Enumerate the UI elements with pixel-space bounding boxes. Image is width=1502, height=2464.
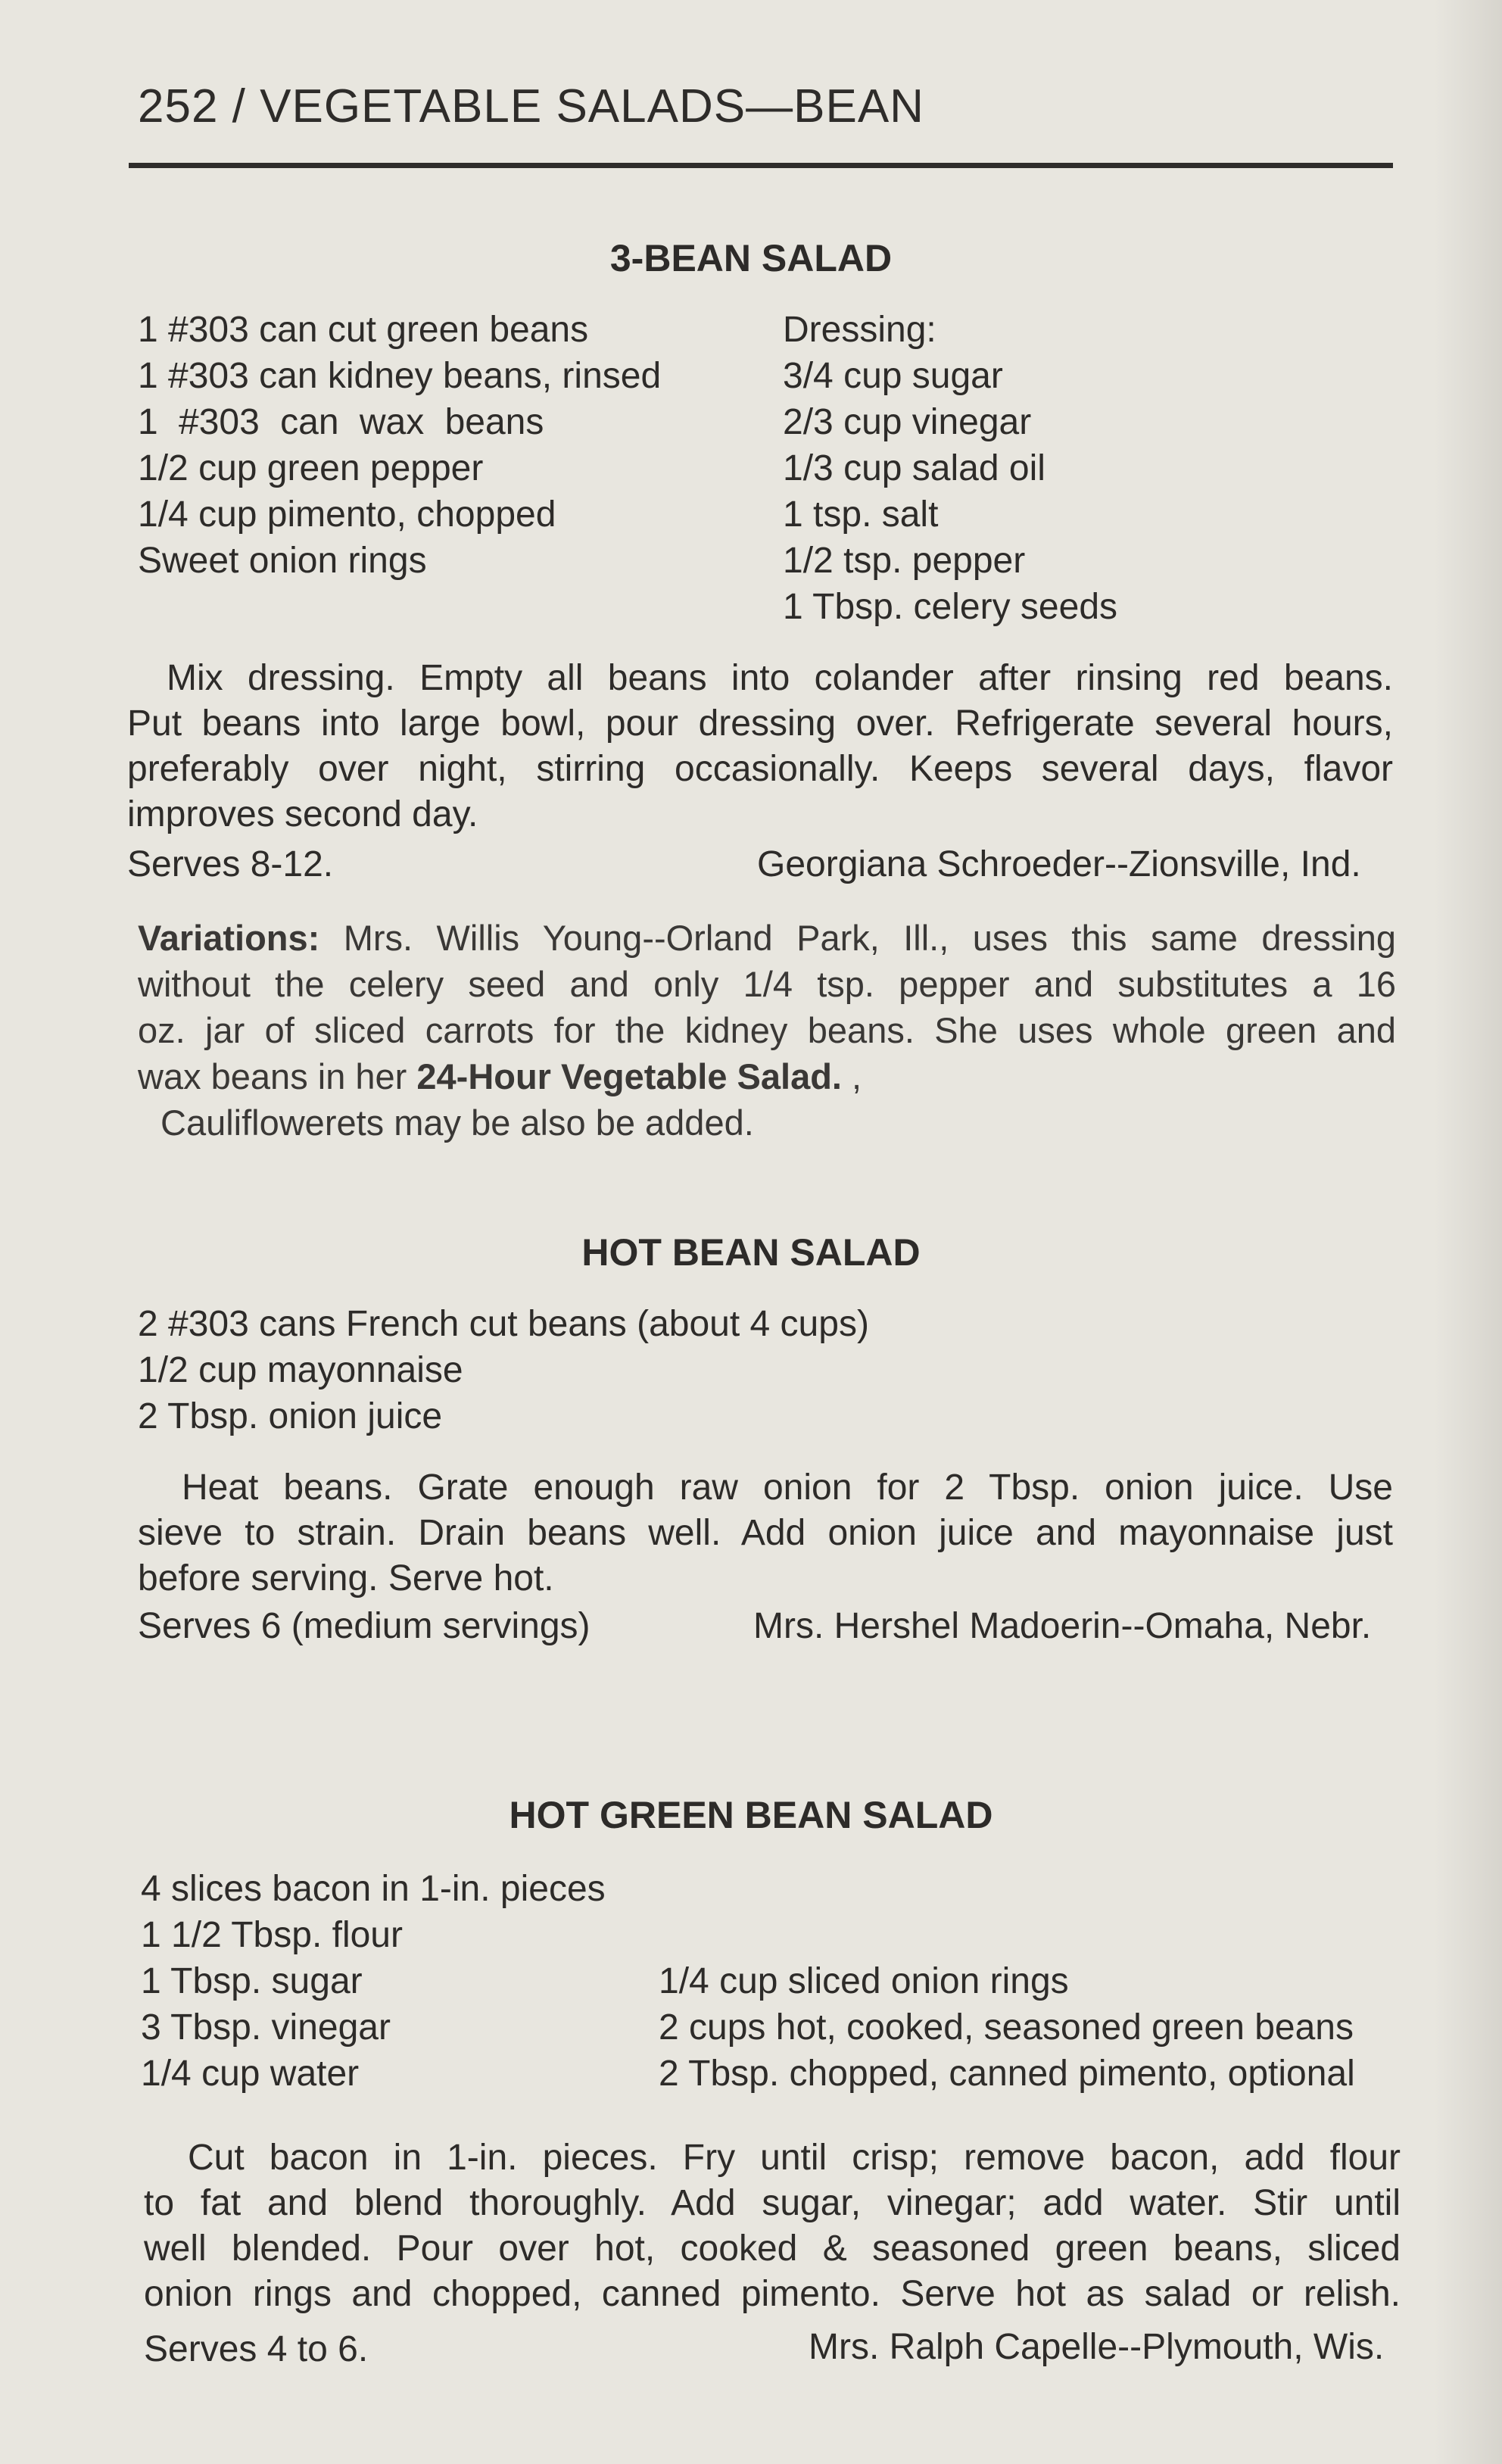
ingredients-right-hot-green-bean-salad bbox=[659, 1958, 1355, 2097]
directions-line: Heat beans. Grate enough raw onion for 2 Tbsp. onion juice. Use bbox=[182, 1467, 1393, 1508]
directions-line: to fat and blend thoroughly. Add sugar, vinegar; add water. Stir until bbox=[144, 2183, 1401, 2223]
ingredient-item: 1/2 cup mayonnaise bbox=[138, 1350, 463, 1390]
directions-line: preferably over night, stirring occasionally. Keeps several days, flavor bbox=[127, 749, 1393, 789]
ingredient-item: 1 #303 can kidney beans, rinsed bbox=[138, 356, 662, 396]
ingredients-right-dressing bbox=[783, 307, 1117, 630]
ingredient-item: 1 Tbsp. sugar bbox=[141, 1961, 363, 2001]
ingredients-hot-bean-salad bbox=[138, 1301, 869, 1439]
ingredient-item: 1/4 cup sliced onion rings bbox=[659, 1961, 1069, 2001]
directions-line: sieve to strain. Drain beans well. Add onion juice and mayonnaise just bbox=[138, 1513, 1393, 1553]
variations-line: wax beans in her 24-Hour Vegetable Salad. , bbox=[138, 1056, 862, 1096]
ingredient-item: 2 cups hot, cooked, seasoned green beans bbox=[659, 2007, 1354, 2048]
ingredient-item: 2 #303 cans French cut beans (about 4 cups) bbox=[138, 1304, 869, 1344]
recipe-reference: 24-Hour Vegetable Salad. bbox=[416, 1056, 842, 1096]
ingredient-item: 2 Tbsp. onion juice bbox=[138, 1396, 443, 1436]
directions-line: Mix dressing. Empty all beans into colander after rinsing red beans. bbox=[167, 658, 1393, 698]
ingredient-item: Sweet onion rings bbox=[138, 541, 427, 581]
ingredient-item: 1 tsp. salt bbox=[783, 494, 939, 535]
variations-note bbox=[138, 915, 1396, 1146]
ingredient-item: Dressing: bbox=[783, 310, 936, 350]
ingredient-item: 1 1/2 Tbsp. flour bbox=[141, 1915, 403, 1955]
ingredient-item: 1/4 cup pimento, chopped bbox=[138, 494, 556, 535]
ingredient-item: 1 #303 can wax beans bbox=[138, 402, 544, 442]
directions-hot-bean-salad bbox=[138, 1465, 1393, 1602]
directions-line: well blended. Pour over hot, cooked & seasoned green beans, sliced bbox=[144, 2229, 1401, 2269]
directions-line: Put beans into large bowl, pour dressing over. Refrigerate several hours, bbox=[127, 703, 1393, 744]
directions-line: onion rings and chopped, canned pimento. Serve hot as salad or relish. bbox=[144, 2274, 1401, 2314]
ingredient-item: 2 Tbsp. chopped, canned pimento, optional bbox=[659, 2054, 1355, 2094]
directions-3-bean-salad bbox=[127, 656, 1393, 837]
ingredient-item: 1/2 tsp. pepper bbox=[783, 541, 1026, 581]
ingredient-item: 4 slices bacon in 1-in. pieces bbox=[141, 1869, 606, 1909]
ingredient-item: 3 Tbsp. vinegar bbox=[141, 2007, 391, 2048]
ingredients-left-3-bean-salad bbox=[138, 307, 661, 584]
credit-hot-bean-salad: Mrs. Hershel Madoerin--Omaha, Nebr. bbox=[753, 1606, 1372, 1646]
variations-line: Cauliflowerets may be also be added. bbox=[160, 1103, 754, 1143]
directions-hot-green-bean-salad bbox=[144, 2135, 1401, 2317]
serves-3-bean-salad: Serves 8-12. bbox=[127, 844, 334, 884]
variations-line: without the celery seed and only 1/4 tsp. pepper and substitutes a 16 bbox=[138, 964, 1396, 1004]
directions-line: improves second day. bbox=[127, 794, 478, 834]
variations-line: oz. jar of sliced carrots for the kidney beans. She uses whole green and bbox=[138, 1010, 1396, 1050]
ingredient-item: 1/2 cup green pepper bbox=[138, 448, 484, 488]
page-header: 252 / VEGETABLE SALADS—BEAN bbox=[138, 80, 924, 133]
serves-hot-green-bean-salad: Serves 4 to 6. bbox=[144, 2329, 369, 2369]
ingredient-item: 1/3 cup salad oil bbox=[783, 448, 1045, 488]
ingredients-left-hot-green-bean-salad bbox=[141, 1866, 606, 2097]
serves-hot-bean-salad: Serves 6 (medium servings) bbox=[138, 1606, 591, 1646]
directions-line: before serving. Serve hot. bbox=[138, 1558, 554, 1598]
header-rule bbox=[129, 163, 1393, 168]
ingredient-item: 1 Tbsp. celery seeds bbox=[783, 587, 1118, 627]
recipe-title-hot-bean-salad: HOT BEAN SALAD bbox=[581, 1231, 921, 1274]
ingredient-item: 2/3 cup vinegar bbox=[783, 402, 1032, 442]
credit-hot-green-bean-salad: Mrs. Ralph Capelle--Plymouth, Wis. bbox=[809, 2327, 1385, 2367]
recipe-title-3-bean-salad: 3-BEAN SALAD bbox=[609, 237, 893, 279]
credit-3-bean-salad: Georgiana Schroeder--Zionsville, Ind. bbox=[757, 844, 1361, 884]
ingredient-item: 1/4 cup water bbox=[141, 2054, 360, 2094]
variations-line: Variations: Mrs. Willis Young--Orland Park, Ill., uses this same dressing bbox=[138, 918, 1396, 958]
recipe-title-hot-green-bean-salad: HOT GREEN BEAN SALAD bbox=[509, 1794, 993, 1836]
directions-line: Cut bacon in 1-in. pieces. Fry until crisp; remove bacon, add flour bbox=[188, 2138, 1401, 2178]
page-edge-shadow bbox=[1434, 0, 1502, 2464]
ingredient-item: 3/4 cup sugar bbox=[783, 356, 1003, 396]
variations-label: Variations: bbox=[138, 918, 320, 958]
ingredient-item: 1 #303 can cut green beans bbox=[138, 310, 589, 350]
